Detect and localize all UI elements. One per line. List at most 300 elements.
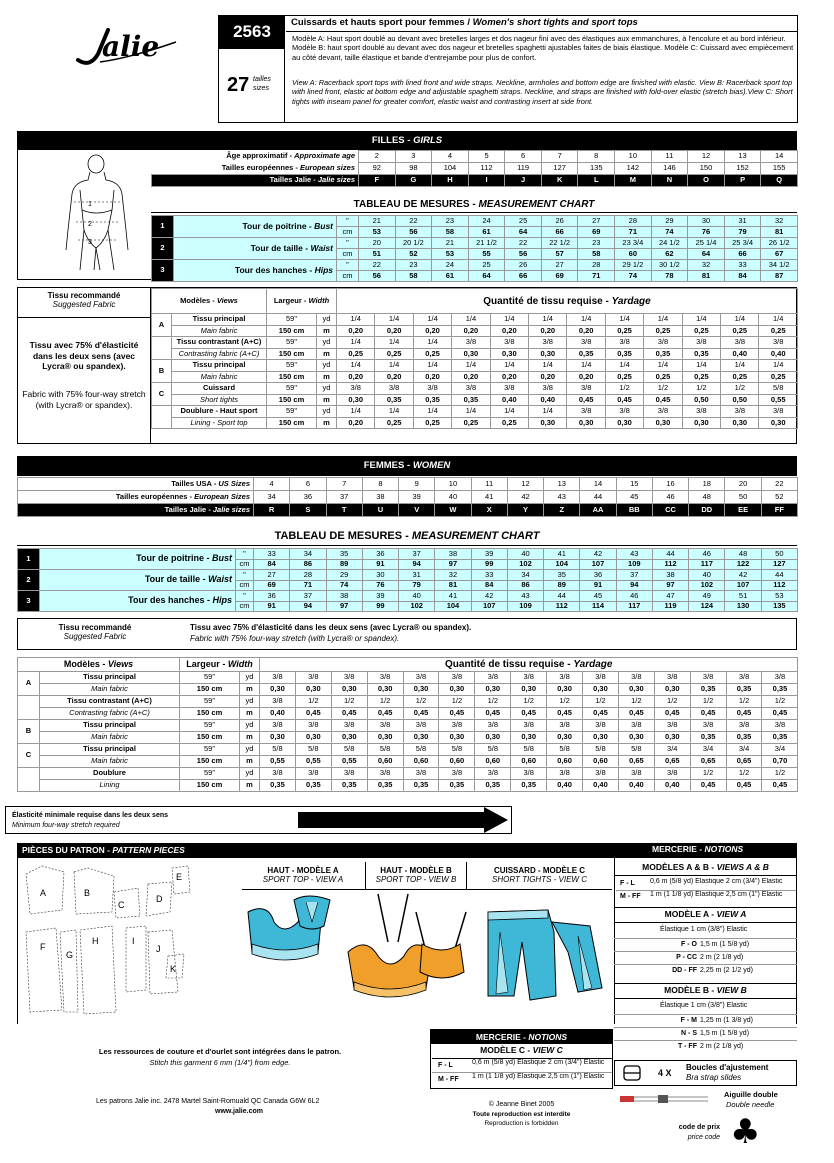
table-row	[152, 260, 798, 271]
table-cell: 0,30	[618, 732, 654, 744]
table-row	[152, 337, 798, 349]
table-cell: 1/4	[452, 360, 490, 372]
table-cell: 56	[395, 227, 432, 238]
table-cell: 3/8	[337, 383, 375, 395]
seam-note-fr: Les ressources de couture et d'ourlet sont intégrées dans le patron.	[98, 1047, 342, 1056]
notions-c-val-1: 0,6 m (5/8 yd) Élastique 2 cm (3/4") Elastic	[472, 1059, 605, 1066]
table-cell: J	[505, 175, 542, 187]
width-cell: 150 cm	[267, 348, 317, 360]
table-cell: 0,45	[762, 708, 798, 720]
fabric-label: Main fabric	[40, 732, 180, 744]
girls-yardage-table	[151, 288, 798, 429]
table-cell: 0,35	[403, 780, 439, 792]
measure-number: 1	[152, 216, 174, 238]
table-cell: H	[432, 175, 469, 187]
table-cell: 79	[724, 227, 761, 238]
table-cell: 0,25	[375, 348, 413, 360]
table-cell: 1/4	[490, 314, 528, 326]
table-cell: 0,55	[331, 756, 367, 768]
table-cell: 0,35	[295, 780, 331, 792]
fabric-label: Main fabric	[172, 325, 267, 337]
table-cell: 0,40	[721, 348, 759, 360]
table-row	[18, 672, 798, 684]
table-cell: 66	[505, 271, 542, 282]
measure-label: Tour des hanches - Hips	[174, 260, 337, 282]
girls-banner-en: GIRLS	[413, 135, 443, 146]
table-row	[18, 756, 798, 768]
table-cell: 3/8	[403, 768, 439, 780]
table-cell: 60	[615, 249, 652, 260]
piece-label: H	[92, 936, 99, 946]
table-cell: 1/4	[337, 314, 375, 326]
table-row	[152, 325, 798, 337]
table-cell: 26 1/2	[761, 238, 798, 249]
table-cell: 91	[580, 580, 616, 591]
table-cell: 53	[359, 227, 396, 238]
table-cell: 0,25	[413, 417, 451, 429]
sizes-divider	[219, 48, 285, 49]
pieces-title-fr: PIÈCES DU PATRON	[22, 845, 105, 855]
table-cell: 3/8	[511, 672, 547, 684]
table-cell: 102	[507, 559, 543, 570]
notions-c-title-fr: MODÈLE C	[480, 1045, 526, 1055]
table-cell: 3/8	[567, 337, 605, 349]
table-cell: 27	[578, 216, 615, 227]
table-cell: 5/8	[439, 744, 475, 756]
table-cell: 0,55	[295, 756, 331, 768]
pattern-title: Cuissards et hauts sport pour femmes / Women's short tights and sport tops	[291, 17, 638, 28]
table-row	[18, 570, 798, 581]
table-cell: 0,35	[682, 348, 720, 360]
unit-cell: m	[317, 325, 337, 337]
unit-cell: cm	[236, 559, 254, 570]
table-cell: 3/8	[682, 337, 720, 349]
view-letter: A	[18, 672, 40, 696]
unit-cell: yd	[240, 696, 260, 708]
table-cell: 71	[290, 580, 326, 591]
table-cell: 107	[580, 559, 616, 570]
table-cell: 0,45	[367, 708, 403, 720]
table-cell: 107	[725, 580, 761, 591]
table-cell: 0,30	[583, 684, 619, 696]
view-a-header	[242, 866, 364, 884]
table-cell: 0,60	[583, 756, 619, 768]
table-cell: 40	[435, 491, 471, 504]
piece-label: K	[170, 964, 177, 974]
unit-cell: cm	[337, 271, 359, 282]
table-cell: 7	[541, 151, 578, 163]
table-cell: 22	[505, 238, 542, 249]
table-cell: 0,20	[452, 325, 490, 337]
table-cell: 1/4	[529, 406, 567, 418]
unit-cell: "	[337, 260, 359, 271]
table-cell: 3/8	[567, 406, 605, 418]
pattern-number: 2563	[219, 16, 285, 48]
piece-label: E	[176, 872, 183, 882]
women-fabric-header-en: Suggested Fabric	[63, 632, 127, 642]
table-cell: 1/4	[452, 314, 490, 326]
unit-cell: yd	[317, 406, 337, 418]
table-cell: 66	[724, 249, 761, 260]
women-chart-title: TABLEAU DE MESURES - MEASUREMENT CHART	[17, 526, 797, 546]
table-cell: 0,30	[547, 732, 583, 744]
table-cell: 0,70	[762, 756, 798, 768]
table-cell: 0,20	[529, 371, 567, 383]
table-cell: 0,35	[762, 732, 798, 744]
width-cell: 59"	[267, 406, 317, 418]
table-cell: 0,45	[295, 708, 331, 720]
table-cell: 0,40	[583, 780, 619, 792]
table-cell: 3/8	[260, 720, 296, 732]
table-cell: 3/8	[403, 672, 439, 684]
table-cell: 5/8	[511, 744, 547, 756]
table-cell: 3/8	[439, 672, 475, 684]
fabric-label: Lining - Sport top	[172, 417, 267, 429]
width-cell: 150 cm	[180, 756, 240, 768]
table-cell: Q	[761, 175, 798, 187]
table-cell: 13	[544, 478, 580, 491]
table-cell: 0,40	[618, 780, 654, 792]
table-cell: 0,65	[690, 756, 726, 768]
table-cell: 0,20	[413, 371, 451, 383]
table-cell: 0,20	[567, 325, 605, 337]
table-cell: 3/8	[654, 720, 690, 732]
table-cell: 44	[761, 570, 797, 581]
table-cell: 0,30	[605, 417, 643, 429]
table-row	[152, 406, 798, 418]
needle-fr: Aiguille double	[724, 1090, 778, 1099]
table-cell: 1/2	[295, 696, 331, 708]
table-cell: 0,30	[547, 684, 583, 696]
notions-title-en: NOTIONS	[704, 844, 744, 854]
table-cell: 1/4	[337, 406, 375, 418]
table-cell: 94	[399, 559, 435, 570]
piece-label: F	[40, 942, 46, 952]
sport-top-view-b-icon	[348, 894, 466, 997]
piece-label: D	[156, 894, 163, 904]
table-cell: 86	[507, 580, 543, 591]
table-cell: 1/2	[690, 768, 726, 780]
table-cell: 27	[254, 570, 290, 581]
girls-fabric-en: Fabric with 75% four-way stretch (with Lycra® or spandex).	[22, 389, 146, 410]
table-cell: 3/8	[759, 406, 797, 418]
table-cell: 122	[725, 559, 761, 570]
notions-b-elastic: Élastique 1 cm (3/8") Elastic	[660, 1002, 748, 1009]
table-cell: 0,60	[439, 756, 475, 768]
table-cell: 48	[689, 491, 725, 504]
table-cell: FF	[761, 504, 797, 517]
piece-label: J	[156, 944, 161, 954]
table-cell: 5/8	[295, 744, 331, 756]
table-cell: 42	[507, 491, 543, 504]
unit-cell: yd	[317, 314, 337, 326]
table-row	[152, 394, 798, 406]
table-cell: 8	[578, 151, 615, 163]
table-cell: 127	[541, 163, 578, 175]
table-header-row	[18, 658, 798, 672]
table-cell: 3/4	[726, 744, 762, 756]
table-cell: 45	[616, 491, 652, 504]
table-cell: 16	[652, 478, 688, 491]
table-cell: 0,30	[618, 684, 654, 696]
table-cell: 1/2	[331, 696, 367, 708]
table-cell: 0,30	[759, 417, 797, 429]
table-cell: 22	[359, 260, 396, 271]
footer-repro-en: Reproduction is forbidden	[484, 1120, 559, 1127]
measure-number: 1	[18, 549, 40, 570]
table-cell: 35	[544, 570, 580, 581]
table-cell: 0,25	[721, 325, 759, 337]
notions-a-key-2: P - CC	[676, 954, 697, 961]
table-cell: 64	[505, 227, 542, 238]
table-cell: 109	[507, 601, 543, 612]
table-cell: 3/8	[583, 720, 619, 732]
width-cell: 59"	[180, 672, 240, 684]
table-row	[152, 216, 798, 227]
table-cell: 3/8	[567, 383, 605, 395]
table-cell: 0,45	[439, 708, 475, 720]
table-cell: 46	[652, 491, 688, 504]
table-cell: 0,30	[439, 684, 475, 696]
table-cell: 0,30	[452, 348, 490, 360]
table-cell: 56	[505, 249, 542, 260]
notions-c-key-2: M - FF	[438, 1076, 459, 1083]
table-cell: 0,30	[260, 684, 296, 696]
table-cell: 0,55	[260, 756, 296, 768]
table-cell: 1/4	[375, 337, 413, 349]
table-cell: 0,35	[726, 684, 762, 696]
women-chart-title-en: MEASUREMENT CHART	[411, 530, 540, 542]
table-cell: 1/4	[721, 360, 759, 372]
table-cell: 0,30	[295, 732, 331, 744]
table-row	[18, 696, 798, 708]
unit-cell: m	[317, 417, 337, 429]
table-cell: 37	[616, 570, 652, 581]
table-cell: 3/8	[644, 406, 682, 418]
table-cell: 0,60	[367, 756, 403, 768]
table-cell: 30 1/2	[651, 260, 688, 271]
table-cell: 0,45	[475, 708, 511, 720]
piece-label: C	[118, 900, 125, 910]
table-cell: 117	[689, 559, 725, 570]
girls-chart-title-en: MEASUREMENT CHART	[478, 199, 595, 210]
notions-b-title-fr: MODÈLE B	[664, 985, 710, 995]
table-cell: 1/4	[682, 360, 720, 372]
needle-en: Double needle	[726, 1100, 775, 1109]
table-cell: 0,30	[475, 732, 511, 744]
table-cell: 74	[615, 271, 652, 282]
table-cell: 3/8	[605, 406, 643, 418]
table-cell: 0,45	[654, 708, 690, 720]
table-cell: 1/2	[605, 383, 643, 395]
table-cell: 84	[724, 271, 761, 282]
table-cell: P	[724, 175, 761, 187]
table-cell: 1/4	[413, 406, 451, 418]
table-cell: 0,60	[547, 756, 583, 768]
table-cell: 14	[761, 151, 798, 163]
table-cell: 94	[616, 580, 652, 591]
notions-c-rows	[432, 1058, 612, 1086]
table-cell: 107	[471, 601, 507, 612]
table-cell: K	[541, 175, 578, 187]
table-cell: 5/8	[583, 744, 619, 756]
measure-label: Tour de taille - Waist	[174, 238, 337, 260]
unit-cell: yd	[240, 720, 260, 732]
table-cell: 1/4	[375, 360, 413, 372]
table-cell: 67	[761, 249, 798, 260]
table-cell: 3/8	[367, 768, 403, 780]
unit-cell: yd	[240, 744, 260, 756]
table-cell: 51	[725, 591, 761, 602]
table-cell: 0,40	[547, 780, 583, 792]
table-cell: 0,25	[682, 371, 720, 383]
table-cell: 33	[254, 549, 290, 560]
table-cell: 0,60	[475, 756, 511, 768]
table-cell: 23	[395, 260, 432, 271]
table-cell: 127	[761, 559, 797, 570]
table-cell: 1/2	[690, 696, 726, 708]
unit-cell: cm	[236, 601, 254, 612]
notions-a-key-1: F - O	[681, 941, 697, 948]
unit-cell: m	[317, 394, 337, 406]
table-row	[152, 383, 798, 395]
table-cell: 33	[471, 570, 507, 581]
width-cell: 59"	[267, 383, 317, 395]
table-cell: 1/2	[682, 383, 720, 395]
notions-b-val-3: 2 m (2 1/8 yd)	[700, 1043, 744, 1050]
table-cell: 38	[435, 549, 471, 560]
table-row	[152, 360, 798, 372]
table-cell: 37	[326, 491, 362, 504]
bra-strap-slide-icon	[622, 1064, 642, 1082]
table-cell: 27	[541, 260, 578, 271]
table-cell: 29	[651, 216, 688, 227]
table-cell: 0,30	[511, 684, 547, 696]
table-cell: 3/8	[367, 672, 403, 684]
table-cell: 0,20	[452, 371, 490, 383]
sport-top-view-a-icon	[248, 896, 330, 960]
table-cell: 1/2	[511, 696, 547, 708]
width-header: Largeur - Width	[180, 658, 260, 672]
table-cell: 3/8	[331, 768, 367, 780]
table-cell: 0,20	[337, 417, 375, 429]
measure-label: Tour de taille - Waist	[40, 570, 236, 591]
table-cell: 0,35	[762, 684, 798, 696]
table-cell: 1/2	[475, 696, 511, 708]
table-cell: 5	[468, 151, 505, 163]
table-cell: 0,45	[762, 780, 798, 792]
table-cell: 0,35	[726, 732, 762, 744]
table-cell: 4	[432, 151, 469, 163]
view-a-title-en: SPORT TOP - VIEW A	[262, 875, 344, 885]
table-cell: 0,20	[490, 371, 528, 383]
table-cell: 0,35	[375, 394, 413, 406]
table-cell: 0,45	[403, 708, 439, 720]
notions-c-title: MODÈLE C - VIEW C	[480, 1045, 563, 1055]
notions-banner-label: MERCERIE - NOTIONS	[652, 844, 744, 854]
table-cell: 0,45	[583, 708, 619, 720]
table-cell: 14	[580, 478, 616, 491]
slides-qty: 4 X	[658, 1068, 672, 1078]
table-cell: 0,30	[490, 348, 528, 360]
table-cell: 3/8	[375, 383, 413, 395]
footer-web: www.jalie.com	[215, 1108, 263, 1115]
table-cell: Y	[507, 504, 543, 517]
table-cell: 0,20	[529, 325, 567, 337]
table-cell: 0,45	[726, 708, 762, 720]
table-cell: 0,40	[759, 348, 797, 360]
women-banner-en: WOMEN	[412, 460, 451, 471]
unit-cell: "	[236, 591, 254, 602]
table-cell: 0,20	[413, 325, 451, 337]
notions-b-key-2: N - S	[681, 1030, 697, 1037]
table-cell: 45	[580, 591, 616, 602]
table-cell: 87	[761, 271, 798, 282]
table-cell: 3/8	[690, 672, 726, 684]
girl-body-figure-icon	[18, 150, 152, 280]
table-cell: 0,30	[367, 684, 403, 696]
row-label: Âge approximatif - Approximate age	[226, 151, 355, 161]
table-cell: 34	[290, 549, 326, 560]
table-cell: 0,20	[375, 371, 413, 383]
notions-c-val-2: 1 m (1 1/8 yd) Élastique 2,5 cm (1") Elastic	[472, 1073, 605, 1080]
table-cell: 1/4	[644, 314, 682, 326]
table-cell: 114	[580, 601, 616, 612]
table-row	[18, 491, 798, 504]
table-cell: 12	[507, 478, 543, 491]
table-cell: 3/8	[583, 672, 619, 684]
table-cell: 1/4	[413, 337, 451, 349]
notions-ab-title-en: VIEWS A & B	[716, 862, 769, 872]
table-cell: 130	[725, 601, 761, 612]
view-letter: C	[18, 744, 40, 768]
table-cell: 3/8	[721, 406, 759, 418]
view-c-title-fr: CUISSARD - MODÈLE C	[493, 866, 586, 875]
table-row	[18, 732, 798, 744]
table-cell: 0,30	[475, 684, 511, 696]
table-cell: 99	[471, 559, 507, 570]
table-cell: 28	[578, 260, 615, 271]
table-cell: 34	[254, 491, 290, 504]
table-cell: 94	[290, 601, 326, 612]
table-cell: 5/8	[547, 744, 583, 756]
table-cell: 61	[432, 271, 469, 282]
table-cell: 3/8	[529, 337, 567, 349]
fabric-label: Lining	[40, 780, 180, 792]
table-cell: 3/8	[452, 383, 490, 395]
table-cell: 0,35	[567, 348, 605, 360]
table-cell: 24 1/2	[651, 238, 688, 249]
table-cell: 0,30	[260, 732, 296, 744]
table-cell: 0,55	[759, 394, 797, 406]
girls-banner-fr: FILLES	[371, 135, 405, 146]
measure-number: 2	[18, 570, 40, 591]
unit-cell: "	[337, 216, 359, 227]
table-cell: 30	[362, 570, 398, 581]
table-cell: 0,30	[644, 417, 682, 429]
table-cell: 38	[326, 591, 362, 602]
table-cell: 3/8	[367, 720, 403, 732]
footer-copyright: © Jeanne Binet 2005	[488, 1101, 555, 1108]
table-cell: 3/8	[260, 768, 296, 780]
table-row	[152, 151, 798, 163]
table-cell: 0,45	[644, 394, 682, 406]
footer-repro-fr: Toute reproduction est interdite	[472, 1111, 571, 1118]
table-cell: 0,30	[403, 684, 439, 696]
table-cell: 7	[326, 478, 362, 491]
table-cell: Z	[544, 504, 580, 517]
yardage-header: Quantité de tissu requise - Yardage	[337, 289, 798, 314]
